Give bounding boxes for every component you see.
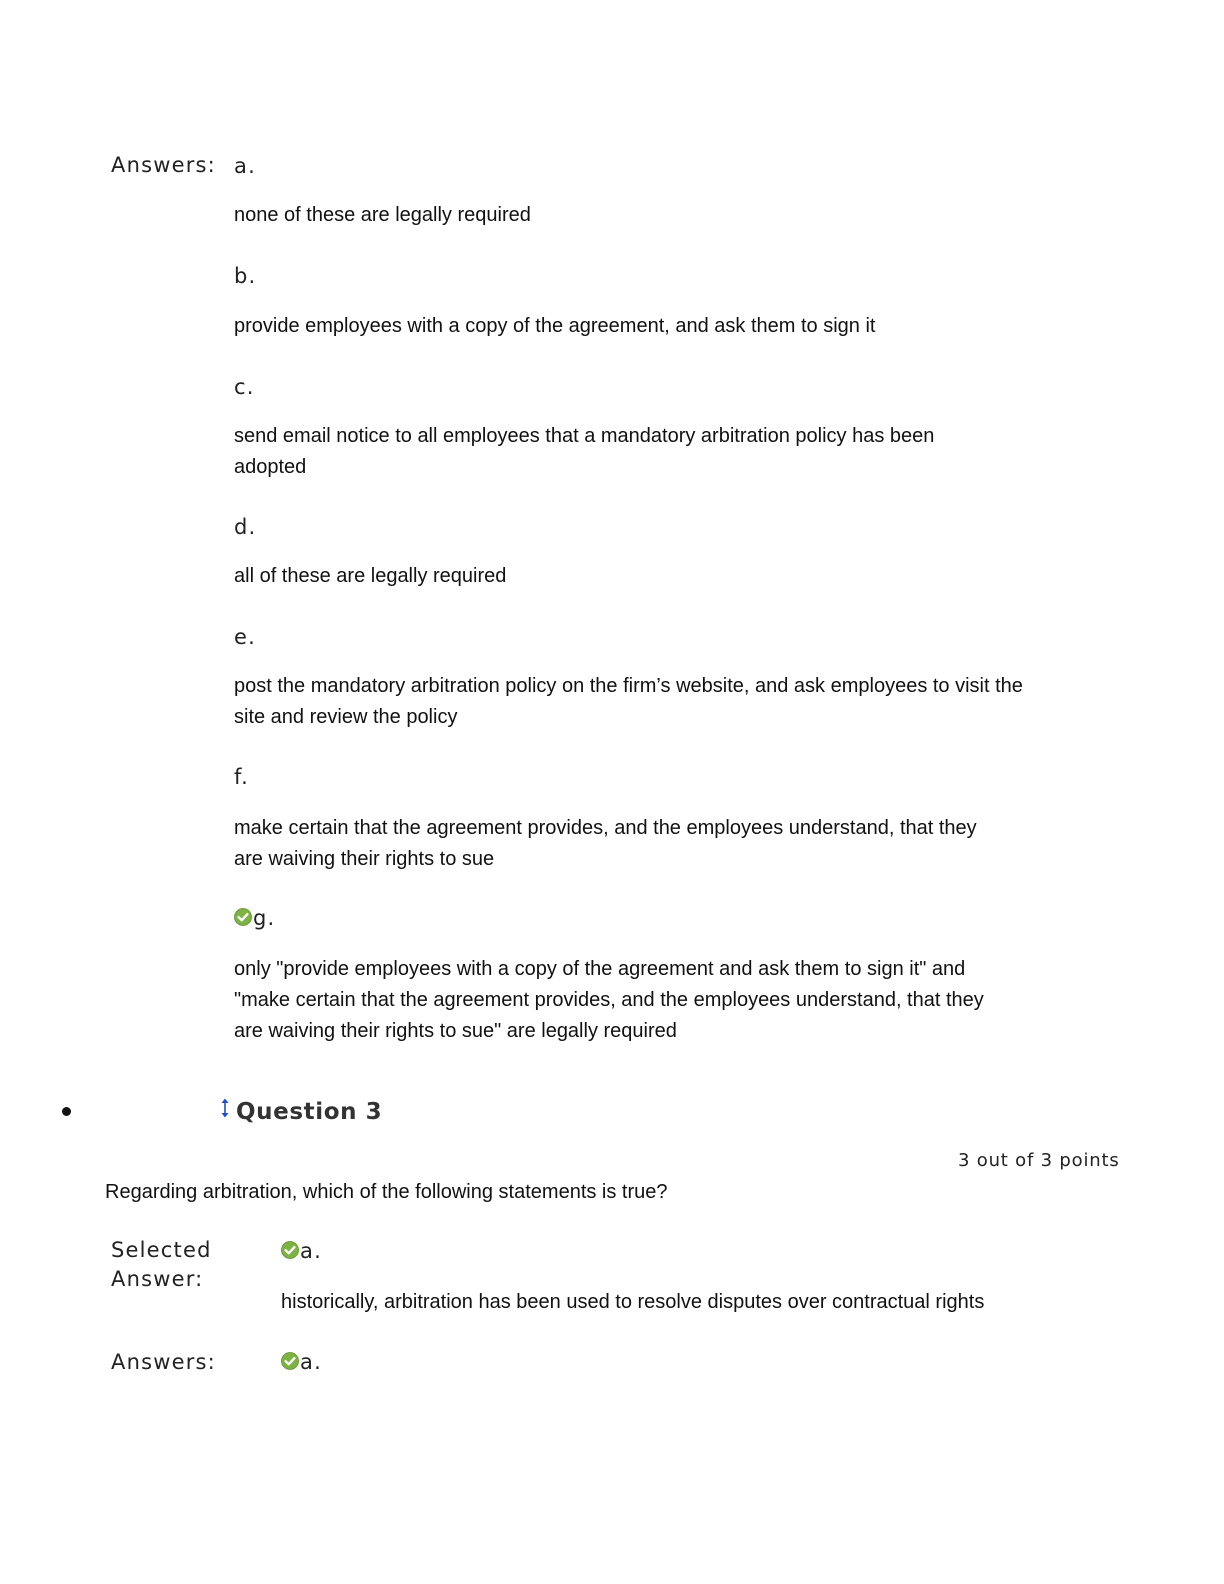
option-c-text: send email notice to all employees that a mandatory arbitration policy has been adopted xyxy=(234,425,935,478)
option-e-text: post the mandatory arbitration policy on the firm’s website, and ask employees to visit the site and review the policy xyxy=(234,675,1023,728)
check-circle-icon xyxy=(281,1352,299,1370)
option-f-letter: f. xyxy=(234,765,249,789)
option-b-text: provide employees with a copy of the agreement, and ask them to sign it xyxy=(234,315,876,337)
option-g-text: only "provide employees with a copy of the agreement and ask them to sign it" and "make certain that the agreement provides, and the employees understand, that they are waiving their rights to sue" are legally required xyxy=(234,958,984,1042)
answers-label: Answers: xyxy=(111,1350,216,1374)
option-d-text: all of these are legally required xyxy=(234,565,507,587)
answer-a-letter-row xyxy=(281,1348,322,1376)
question-title: Question 3 xyxy=(236,1099,383,1125)
option-e-letter: e. xyxy=(234,625,256,649)
option-a-text: none of these are legally required xyxy=(234,204,531,226)
option-a-letter: a. xyxy=(234,154,256,178)
option-c-letter: c. xyxy=(234,375,255,399)
selected-answer-label xyxy=(111,1236,212,1294)
check-circle-icon xyxy=(234,908,252,926)
check-circle-icon xyxy=(281,1241,299,1259)
selected-answer-text: historically, arbitration has been used to resolve disputes over contractual rights xyxy=(281,1291,985,1313)
selected-letter: a. xyxy=(300,1239,322,1263)
drag-handle-icon[interactable] xyxy=(219,1097,231,1119)
option-d-letter: d. xyxy=(234,515,257,539)
bullet-icon xyxy=(62,1107,71,1116)
option-g-letter: g. xyxy=(253,906,276,930)
answer-a-letter: a. xyxy=(300,1350,322,1374)
option-b-letter: b. xyxy=(234,264,257,288)
option-g-letter-row xyxy=(234,904,275,932)
question-text: Regarding arbitration, which of the following statements is true? xyxy=(105,1181,668,1203)
selected-answer-label-line1: Selected xyxy=(111,1238,212,1262)
option-f-text: make certain that the agreement provides, and the employees understand, that they are waiving their rights to sue xyxy=(234,817,977,870)
selected-answer-label-line2: Answer: xyxy=(111,1267,204,1291)
selected-letter-row xyxy=(281,1237,322,1265)
answers-label: Answers: xyxy=(111,153,216,177)
points-badge: 3 out of 3 points xyxy=(958,1150,1120,1171)
